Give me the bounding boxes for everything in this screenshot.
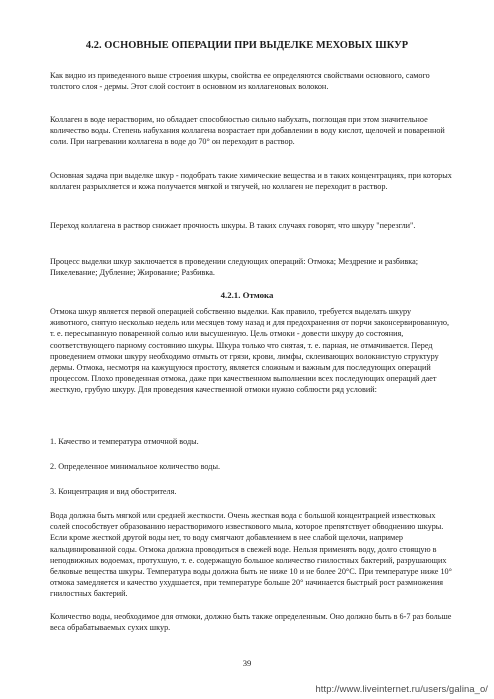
paragraph-soaking: Отмока шкур является первой операцией собственно выделки. Как правило, требуется выделать шкуру животного, снятую несколько недель или месяцев тому назад и для предохранения от порчи законсервированную, т. е. пересыпанную поваренной солью или высушенную. Цель отмоки - довести шкуру до состояния, соответствующего парному состоянию шкуры. Шкура только что снятая, т. е. парная, не отмачивается. Перед проведением отмоки шкуру необходимо отмыть от грязи, крови, лимфы, склеивающих волокнистую структуру дермы. Отмока, несмотря на кажущуюся простоту, является сложным и важным для последующих операций процессом. Плохо проведенная отмока, даже при качественном выполнении всех последующих операций дает жесткую, грубую шкуру. Для проведения качественной отмоки нужно соблюсти ряд условий: [50,307,450,395]
paragraph-structure: Как видно из приведенного выше строения шкуры, свойства ее определяются свойствами основного, самого толстого слоя - дермы. Этот слой состоит в основном из коллагеновых волокон. [50,71,430,92]
list-item-sharpener: 3. Концентрация и вид обострителя. [50,487,177,496]
source-url-watermark: http://www.liveinternet.ru/users/galina_o/ [315,683,488,694]
page-number: 39 [242,658,252,668]
list-item-water-quality: 1. Качество и температура отмочной воды. [50,437,199,446]
section-heading: 4.2. ОСНОВНЫЕ ОПЕРАЦИИ ПРИ ВЫДЕЛКЕ МЕХОВЫХ ШКУР [85,40,409,51]
list-item-water-amount: 2. Определенное минимальное количество воды. [50,462,221,471]
paragraph-strength: Переход коллагена в раствор снижает прочность шкуры. В таких случаях говорят, что шкуру "перезгли". [50,221,416,230]
paragraph-main-task: Основная задача при выделке шкур - подобрать такие химические вещества и в таких концентрациях, при которых коллаген разрыхляется и кожа получается мягкой и тягучей, но коллаген не переходит в раствор. [50,171,452,192]
paragraph-operations: Процесс выделки шкур заключается в проведении следующих операций: Отмока; Мездрение и разбивка; Пикелевание; Дубление; Жирование; Разбивка. [50,257,418,278]
paragraph-water-quantity: Количество воды, необходимое для отмоки, должно быть также определенным. Оно должно быть в 6-7 раз больше веса обрабатываемых сухих шкур. [50,612,452,633]
paragraph-collagen-swelling: Коллаген в воде нерастворим, но обладает способностью сильно набухать, поглощая при этом значительное количество воды. Степень набухания коллагена возрастает при добавлении в воду кислот, щелочей и поваренной соли. При нагревании коллагена в воде до 70° он переходит в раствор. [50,115,445,147]
paragraph-water-hardness: Вода должна быть мягкой или средней жесткости. Очень жесткая вода с большой концентрацией известковых солей способствует образованию нерастворимого известкового мыла, которое препятствует обводнению шкуры. Если кроме жесткой другой воды нет, то воду смягчают добавлением в нее слабой щелочи, например кальцинированной соды. Отмока должна проводиться в свежей воде. Нельзя применять воду, долго стоящую в неподвижных водоемах, протухшую, т. е. содержащую большое количество гнилостных бактерий, разрушающих белковые вещества шкуры. Температура воды должна быть не ниже 10 и не более 20°С. При температуре ниже 10° отмока замедляется и качество ухудшается, при температуре больше 20° начинается быстрый рост размножения гнилостных бактерий. [50,511,452,599]
subsection-heading: 4.2.1. Отмока [220,290,274,300]
